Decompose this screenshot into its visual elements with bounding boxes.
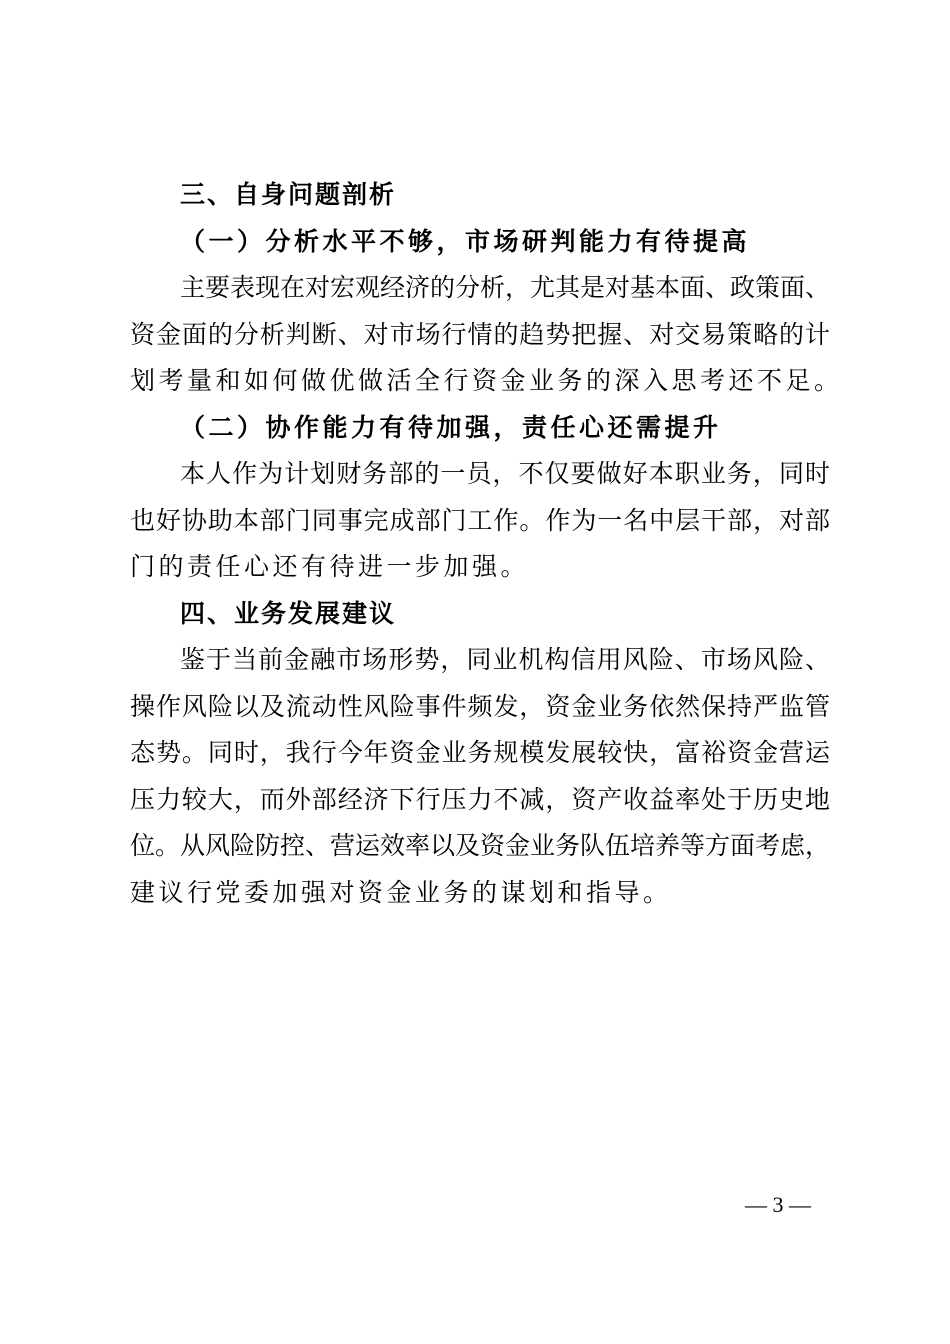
paragraph-line: 建议行党委加强对资金业务的谋划和指导。 xyxy=(130,877,672,907)
paragraph-line: 也好协助本部门同事完成部门工作。作为一名中层干部，对部 xyxy=(130,505,830,535)
subsection-2-heading: （二）协作能力有待加强，责任心还需提升 xyxy=(180,412,722,442)
paragraph-line: 门的责任心还有待进一步加强。 xyxy=(130,552,530,581)
document-body xyxy=(130,172,843,916)
paragraph-line: 划考量和如何做优做活全行资金业务的深入思考还不足。 xyxy=(130,366,843,395)
page-number: — 3 — xyxy=(745,1192,811,1217)
paragraph-line: 鉴于当前金融市场形势，同业机构信用风险、市场风险、 xyxy=(180,645,830,674)
paragraph-line: 本人作为计划财务部的一员，不仅要做好本职业务，同时 xyxy=(180,459,830,488)
paragraph-line: 操作风险以及流动性风险事件频发，资金业务依然保持严监管 xyxy=(130,691,830,721)
paragraph-line: 资金面的分析判断、对市场行情的趋势把握、对交易策略的计 xyxy=(130,319,830,349)
section-3-heading: 三、自身问题剖析 xyxy=(180,180,397,209)
subsection-1-heading: （一）分析水平不够，市场研判能力有待提高 xyxy=(180,226,751,256)
paragraph-line: 态势。同时，我行今年资金业务规模发展较快，富裕资金营运 xyxy=(130,738,830,767)
paragraph-line: 主要表现在对宏观经济的分析，尤其是对基本面、政策面、 xyxy=(180,273,831,302)
paragraph-line: 压力较大，而外部经济下行压力不减，资产收益率处于历史地 xyxy=(130,784,830,814)
section-4-heading: 四、业务发展建议 xyxy=(180,598,397,628)
paragraph-line: 位。从风险防控、营运效率以及资金业务队伍培养等方面考虑， xyxy=(130,831,831,860)
